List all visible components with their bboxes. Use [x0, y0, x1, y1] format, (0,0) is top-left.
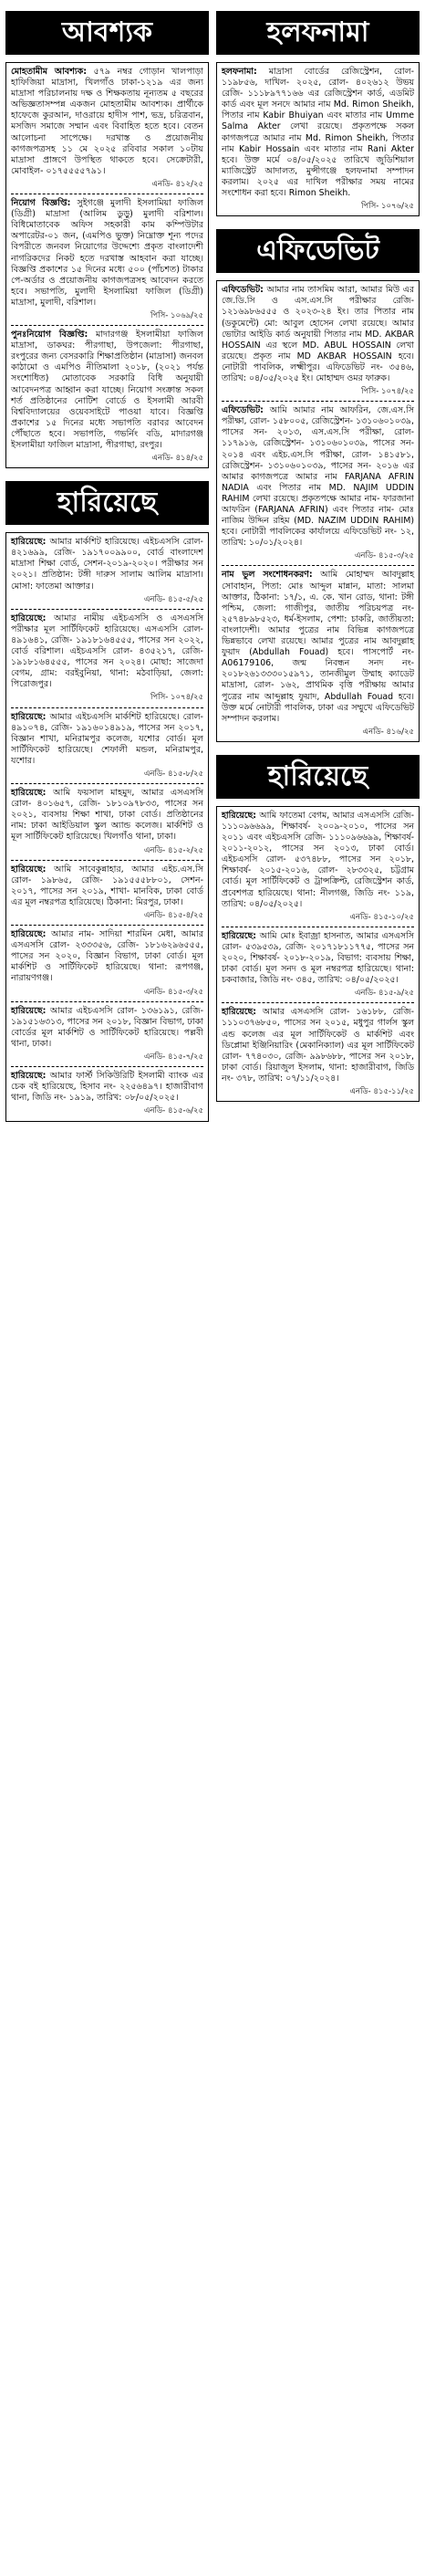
lost-title: হারিয়েছে: — [11, 864, 47, 874]
lost-body: আমার এইচএসসি রোল- ১৩৬১৯১, রেজি- ১৯১৫১৬৩১৩, পাসের সন ২০১৮, বিজ্ঞান বিভাগ, ঢাকা বোর্ডের মূল মার্কশিট ও সার্টিফিকেট হারিয়েছে। পল্লবী থানা, ঢাকা। — [11, 1005, 203, 1049]
efidavit-body: আমি মোহাম্মদ আবদুল্লাহ সোবাহান, পিতা: মোঃ আব্দুল মান্নান, মাতা: সালমা আক্তার, ঠিকানা: ১৭/১, এ. কে. খান রোড, থানা: টঙ্গী পশ্চিম, জেলা: গাজীপুর, জাতীয় পরিচয়পত্র নং- ২৫৭৪৮৯৮৫২৩, ধর্ম-ইসলাম, পেশা: চাকরি, জাতীয়তা: বাংলাদেশী। আমার পুত্রের নাম বিভিন্ন কাগজপত্রে ভিন্নভাবে লেখা রয়েছে। আমার পুত্রের নাম আবদুল্লাহ ফুয়াদ (Abdullah Fouad) হবে। পাসপোর্ট নং- A06179106, জন্ম নিবন্ধন সনদ নং- ২০১৮২৬১৩৩৩০১৫৯৭১, তানজীমুল উম্মাহ ক্যাডেট মাদ্রাসা, রোল- ১৬২, প্রাথমিক বৃত্তি পরীক্ষায় আমার পুত্রের নাম আব্দুল্লাহ ফুয়াদ, Abdullah Fouad হবে। উক্ত মর্মে নোটারী পাবলিক, ঢাকা এর সম্মুখে এফিডেভিট সম্পাদন করলাম। — [222, 570, 415, 724]
lost-title: হারিয়েছে: — [222, 1007, 256, 1018]
efidavit-title: এফিডেভিট: — [222, 285, 264, 296]
lost-divider — [11, 783, 203, 784]
efidavit-item — [222, 285, 414, 397]
ad-item — [11, 198, 203, 321]
affidavit-box — [216, 62, 420, 216]
lost-divider — [11, 1066, 203, 1067]
affidavit-title: হলফনামা: — [222, 67, 257, 77]
lost-title: হারিয়েছে: — [11, 613, 47, 623]
efidavit-divider — [222, 565, 414, 566]
lost-item — [11, 864, 203, 921]
efidavit-body: আমার নাম তাসমিম আরা, আমার মিউ এর জে.ডি.সি ও এস.এস.সি পরীক্ষার রেজি- ১২১৬৯৮৬৫৫৫ ও ২০২৩-২৪ ইং। তার পিতার নাম (ডকুমেন্টে) মো: আবুল হোসেন লেখা রয়েছে। আমার ভোটার আইডি কার্ড অনুযায়ী পিতার নাম MD. AKBAR HOSSAIN এর স্থলে MD. ABUL HOSSAIN লেখা রয়েছে। প্রকৃত নাম MD AKBAR HOSSAIN হবে। নোটারী পাবলিক, লক্ষ্মীপুর। এফিডেভিট নং- ৩৫৪৬, তারিখ: ০৪/০৫/২০২৫ ইং। মোহাম্মদ ওমর ফারুক। — [222, 285, 415, 383]
ad-divider — [11, 325, 203, 326]
ad-title: নিয়োগ বিজ্ঞপ্তি: — [11, 198, 71, 209]
lost-body: আমি মোঃ ইবাজ্রা হাসনাত, আমার এসএসসি রোল- ৫৩৯৫৩৯, রেজি- ২০১৭১৮১১৭৭৫, পাসের সন ২০২০, শিক্ষাবর্ষ- ২০১৮-২০১৯, বিভাগ: ব্যবসায় শিক্ষা, ঢাকা বোর্ড। মূল সনদ ও মূল নম্বরপত্র হারিয়েছে। থানা: চকবাজার, জিডি নং- ৩৪৫, তারিখ: ০৪/০৫/২০২৫। — [222, 930, 414, 986]
section-header-affidavit: হলফনামা — [216, 11, 420, 55]
ad-item — [11, 67, 203, 190]
lost-ads-box-right — [216, 806, 420, 1102]
section-header-wanted: আবশ্যক — [5, 11, 209, 55]
lost-title: হারিয়েছে: — [222, 930, 256, 941]
ad-body: মাদারগঞ্জ ইসলামীয়া ফাজিল মাদ্রাসা, ডাকঘর: পীরগাছা, উপজেলা: পীরগাছা, রংপুরের জন্য বেসরকারি শিক্ষাপ্রতিষ্ঠান (মাদ্রাসা) জনবল কাঠামো ও এমপিও নীতিমালা ২০১৮, (২০২১ পর্যন্ত সংশোধিত) মোতাবেক সরকারি বিধি অনুযায়ী আবেদনপত্র আহ্বান করা যাচ্ছে। নিয়োগ সংক্রান্ত সকল শর্ত প্রতিষ্ঠানের নোটিশ বোর্ডে ও ইসলামী আরবী বিশ্ববিদ্যালয়ের ওয়েবসাইটে পাওয়া যাবে। বিজ্ঞপ্তি প্রকাশের ১৫ দিনের মধ্যে সভাপতি বরাবর আবেদন পৌঁছাতে হবে। সভাপতি, গভর্নিং বডি, মাদারগঞ্জ ইসলামীয়া ফাজিল মাদ্রাসা, পীরগাছা, রংপুর। — [11, 330, 203, 450]
lost-ref: এনডি- ৪১৫-৮/২৫ — [143, 769, 203, 779]
lost-ref: পিসি- ১০৭৪/২৫ — [150, 693, 203, 703]
efidavit-body: আমি আমার নাম আফরিন, জে.এস.সি পরীক্ষা, রোল- ১৫৮০০৫, রেজিস্ট্রেশন- ১৩১০৬০১০৩৯, পাসের সন- ২০১৩, এস.এস.সি পরীক্ষা, রোল- ১১৭৯১৬, রেজিস্ট্রেশন- ১৩১০৬০১০৩৯, পাসের সন- ২০১৪ এবং এইচ.এস.সি পরীক্ষা, রোল- ১৪১৫৮১, রেজিস্ট্রেশন- ১৩১০৬০১০৩৯, পাসের সন- ২০১৬ এর আমার কাগজপত্রে আমার নাম FARJANA AFRIN NADIA এবং পিতার নাম MD. NAJIM UDDIN RAHIM লেখা রয়েছে। প্রকৃতপক্ষে আমার নাম- ফারজানা আফরিন (FARJANA AFRIN) এবং পিতার নাম- মোঃ নাজিম উদ্দিন রহিম (MD. NAZIM UDDIN RAHIM) হবে। নোটারী পাবলিকের কার্যালয়ে এফিডেভিট নং- ১২, তারিখ: ১০/০১/২০২৪। — [222, 405, 414, 549]
lost-body: আমার ফার্স্ট সিকিউরিটি ইসলামী ব্যাংক এর চেক বই হারিয়েছে, হিসাব নং- ২২৫৬৪৯৭। হাজারীবাগ থানা, জিডি নং- ১৯১৯, তারিখ: ০৮/০৫/২০২৫। — [11, 1071, 203, 1104]
lost-item — [11, 712, 203, 780]
efidavit-item — [222, 405, 414, 561]
efidavit-ref: পিসি- ১০৭৪/২৫ — [360, 387, 414, 397]
lost-item — [11, 537, 203, 605]
efidavit-divider — [222, 401, 414, 402]
lost-ref: এনডি- ৪১৫-৯/২৫ — [354, 989, 414, 999]
lost-ref: এনডি- ৪১৫-২/২৫ — [143, 845, 203, 855]
lost-item — [11, 1006, 203, 1063]
right-column — [216, 5, 420, 2576]
lost-body: আমার মার্কশিট হারিয়েছে। এইচএসসি রোল- ৪২১৬৯৯, রেজি- ১৯১৭০০৯৯০০, বোর্ড বাংলাদেশ মাদ্রাসা শিক্ষা বোর্ড, সেশন-২০১৯-২০২০। পরীক্ষার সন ২০২১। প্রতিষ্ঠান: টঙ্গী দারুস সালাম আলিম মাদ্রাসা। মোসা: ফাতেমা আক্তার। — [11, 537, 203, 592]
section-header-efidavit: এফিডেভিট — [216, 229, 420, 273]
lost-body: আমার এসএসসি রোল- ১৬১৮৮, রেজি- ১১১০৩৭৬৮৫০, পাসের সন ২০১৫, মধুপুর গার্লস স্কুল এন্ড কলেজ এর মূল সার্টিফিকেট ও মার্কশিট এবং ডিপ্লোমা ইঞ্জিনিয়ারিং (মেকানিক্যাল) এর মূল সার্টিফিকেট রোল- ৭৭৪০৩০, রেজি- ৯৯৮৬৮৮, পাসের সন ২০১৮, ঢাকা বোর্ড। রিয়াজুল ইসলাম, থানা: হাজারীবাগ, জিডি নং- ৩৭৮, তারিখ: ০৭/১১/২০২৪। — [222, 1007, 414, 1084]
lost-body: আমি ফাতেমা বেগম, আমার এসএসসি রেজি- ১১১০৯৬৬৯৯, শিক্ষাবর্ষ- ২০০৯-২০১০, পাসের সন ২০১১ এবং এইচএসসি রেজি- ১১১০৯৬৬৯৯, শিক্ষাবর্ষ- ২০১১-২০১২, পাসের সন ২০১৩, ঢাকা বোর্ড। এইচএসসি রোল- ৫৩৭৪৮৮, পাসের সন ২০১৮, শিক্ষাবর্ষ- ২০১৫-২০১৬, রোল- ২৮৩৩২৫, চট্টগ্রাম বোর্ড। মূল সার্টিফিকেট ও ট্রান্সক্রিপ্ট, রেজিস্ট্রেশন কার্ড, প্রবেশপত্র হারিয়েছে। থানা: নীলগঞ্জ, জিডি নং- ১১৯, তারিখ: ০৪/০৫/২০২৫। — [222, 810, 414, 909]
lost-item — [222, 931, 414, 1000]
ad-ref: এনডি- ৪১৪/২৫ — [151, 454, 203, 464]
lost-item — [222, 811, 414, 923]
lost-title: হারিয়েছে: — [222, 810, 256, 821]
ad-item — [11, 330, 203, 464]
lost-item — [11, 929, 203, 998]
lost-ref: এনডি- ৪১৫-৫/২৫ — [143, 594, 203, 604]
lost-divider — [11, 925, 203, 926]
ad-ref: পিসি- ১০৬৯/২৫ — [150, 310, 203, 320]
ad-body: সুইগঞ্জে মুলাদী ইসলামিয়া ফাজিল (ডিগ্রী) মাদ্রাসা (আলিম ডুড়ু) মুলাদী বরিশাল। বিধিমোতাবেক অফিস সহকারী কাম কম্পিউটার অপারেটর-০১ জন, (এমপিও ভুক্ত) নিম্নোক্ত শূন্য পদের বিপরীতে জনবল নিয়োগের উদ্দেশ্যে প্রকৃত বাংলাদেশী নাগরিকদের নিকট হতে দরখাস্ত আহবান করা যাচ্ছে। বিজ্ঞপ্তি প্রকাশের ১৫ দিনের মধ্যে ৫০০ (পাঁচশত) টাকার পে-অর্ডার ও প্রয়োজনীয় কাগজপত্রসহ আবেদন করতে হবে। সভাপতি, মুলাদী ইসলামিয়া ফাজিল (ডিগ্রী) মাদ্রাসা, মুলাদী, বরিশাল। — [11, 198, 203, 308]
lost-item — [222, 1007, 414, 1097]
lost-divider — [11, 1001, 203, 1002]
lost-body: আমি ফয়সাল মাহমুদ, আমার এসএসসি রোল- ৪০১৬৫৭, রেজি- ১৮১০৯৭৮৩৩, পাসের সন ২০২১, ব্যবসায় শিক্ষা শাখা, ঢাকা বোর্ড। প্রতিষ্ঠানের নাম: ঢাকা আইডিয়াল স্কুল অ্যান্ড কলেজ। মার্কশিট ও মূল সার্টিফিকেট হারিয়েছে। খিলগাঁও থানা, ঢাকা। — [11, 788, 203, 843]
lost-title: হারিয়েছে: — [11, 537, 47, 548]
lost-title: হারিয়েছে: — [11, 1071, 47, 1082]
lost-item — [11, 788, 203, 856]
lost-ref: এনডি- ৪১৫-১০/২৫ — [349, 912, 414, 922]
wanted-ads-box — [5, 62, 209, 468]
ad-body: ৫৭৯ নম্বর গোড়ান খালপাড়া হাফিজিয়া মাদ্রাসা, খিলগাঁও ঢাকা-১২১৯ এর জন্য মাদ্রাসা পরিচালনায় দক্ষ ও শিক্ষকতায় নূন্যতম ৫ বছরের অভিজ্ঞতাসম্পন্ন একজন মোহতামীম আবশ্যক। প্রার্থীকে হাফেজে কুরআন, দাওরায়ে হাদীস পাশ, ভদ্র, চরিত্রবান, মসজিদ সমাজে সম্মান এবং বিবাহিত হতে হবে। বেতন আলোচনা সাপেক্ষে। দরখাস্ত ও প্রয়োজনীয় কাগজপত্রসহ ১১ মে ২০২৫ রবিবার সকাল ১০টায় মাদ্রাসা প্রাঙ্গণে উপস্থিত থাকতে হবে। সেক্রেটারী, মোবাইল- ০১৭৫৫৫৫৭৯১। — [11, 67, 203, 176]
lost-body: আমার নাম- সাদিয়া শারমিন মেধা, আমার এসএসসি রোল- ২৩৩৩৫৬, রেজি- ১৮১৬২৯৬৫৫৫, পাসের সন ২০২০, বিজ্ঞান বিভাগ, ঢাকা বোর্ড। মূল মার্কশিট ও সার্টিফিকেট হারিয়েছে। থানা: রূপগঞ্জ, নারায়ণগঞ্জ। — [11, 929, 203, 984]
ad-title: পুনঃনিয়োগ বিজ্ঞপ্তি: — [11, 330, 88, 340]
lost-divider — [11, 860, 203, 861]
efidavit-box — [216, 280, 420, 742]
lost-divider — [222, 1002, 414, 1003]
lost-ref: এনডি- ৪১৫-৩/২৫ — [143, 987, 203, 997]
lost-title: হারিয়েছে: — [11, 711, 47, 722]
lost-ref: এনডি- ৪১৫-৪/২৫ — [143, 911, 203, 920]
lost-title: হারিয়েছে: — [11, 929, 47, 940]
lost-ref: এনডি- ৪১৫-৭/২৫ — [143, 1052, 203, 1063]
lost-divider — [11, 707, 203, 708]
lost-divider — [11, 609, 203, 610]
lost-body: আমার এইচএসসি মার্কশিট হারিয়েছে। রোল- ৪৯১০৭৪, রেজি- ১৯১৬০১৪৯১৯, পাসের সন ২০১৭, বিজ্ঞান শাখা, মনিরামপুর কলেজ, যশোর বোর্ড। মূল সার্টিফিকেট হারিয়েছে। শেফালী মন্ডল, মনিরামপুর, যশোর। — [11, 711, 203, 766]
lost-item — [11, 613, 203, 704]
left-column — [5, 5, 209, 2576]
affidavit-body: মাদ্রাসা বোর্ডের রেজিস্ট্রেশন, রোল- ১১৯৮৫৬, দাখিল- ২০২৫, রোল- ৪০২৬১২ উভয় রেজি- ১১১৮৯৭৭১৬৬ এর রেজিস্ট্রেশন কার্ড, এডমিট কার্ড এবং মূল সনদে আমার নাম Md. Rimon Sheikh, পিতার নাম Kabir Bhuiyan এবং মাতার নাম Umme Salma Akter লেখা রয়েছে। প্রকৃতপক্ষে সকল কাগজপত্রে আমার নাম Md. Rimon Sheikh, পিতার নাম Kabir Hossain এবং মাতার নাম Rani Akter হবে। উক্ত মর্মে ০৪/০৫/২০২৫ তারিখে জুডিশিয়াল ম্যাজিস্ট্রেট আদালত, মুন্সীগঞ্জে হলফনামা সম্পাদন করলাম। ২০২৫ এর দাখিল পরীক্ষার সময় নামের সংশোধন করা হবে। Rimon Sheikh. — [222, 67, 414, 199]
section-header-lost-right: হারিয়েছে — [216, 755, 420, 799]
lost-item — [11, 1071, 203, 1116]
affidavit-ref: পিসি- ১০৭৬/২৫ — [360, 202, 414, 212]
ad-title: মোহতামীম আবশ্যক: — [11, 67, 88, 77]
ad-ref: এনডি- ৪১২/২৫ — [151, 179, 203, 189]
lost-body: আমার নামীয় এইচএসসি ও এসএসসি পরীক্ষার মূল সার্টিফিকেট হারিয়েছে। এসএসসি রোল- ৪৯১৬৪১, রেজি- ১৯১৮১৬৪৫৫৫, পাসের সন ২০২২, বোর্ড বরিশাল। এইচএসসি রোল- ৪৩৫২১৭, রেজি- ১৯১৮১৬৪৫৫৫, পাসের সন ২০২৪। মোছা: সাজেদা বেগম, গ্রাম: বরইবুনিয়া, থানা: মঠবাড়িয়া, জেলা: পিরোজপুর। — [11, 613, 203, 690]
efidavit-ref: এনডি- ৪১৬/২৫ — [362, 727, 414, 737]
lost-ref: এনডি- ৪১৫-১১/২৫ — [349, 1087, 414, 1097]
lost-ref: এনডি- ৪১৫-৬/২৫ — [143, 1106, 203, 1116]
efidavit-title: নাম ভুল সংশোধনকরণ: — [222, 570, 313, 581]
lost-ads-box-left — [5, 532, 209, 1121]
efidavit-ref: এনডি- ৪১৫-৩/২৫ — [354, 551, 414, 561]
affidavit-item — [222, 67, 414, 212]
efidavit-title: এফিডেভিট: — [222, 405, 264, 416]
lost-body: আমি সাবেকুন্নাহার, আমার এইচ.এস.সি রোল- ১৯৮৬৫, রেজি- ১৯১৫৫৫৮৮০১, সেশন- ২০১৭, পাসের সন ২০১৯, শাখা- মানবিক, ঢাকা বোর্ড এর মূল নম্বরপত্র হারিয়েছে। ঠিকানা: মিরপুর, ঢাকা। — [11, 864, 203, 907]
lost-title: হারিয়েছে: — [11, 788, 47, 799]
section-header-lost-left: হারিয়েছে — [5, 481, 209, 525]
efidavit-item — [222, 570, 414, 737]
lost-title: হারিয়েছে: — [11, 1005, 47, 1016]
